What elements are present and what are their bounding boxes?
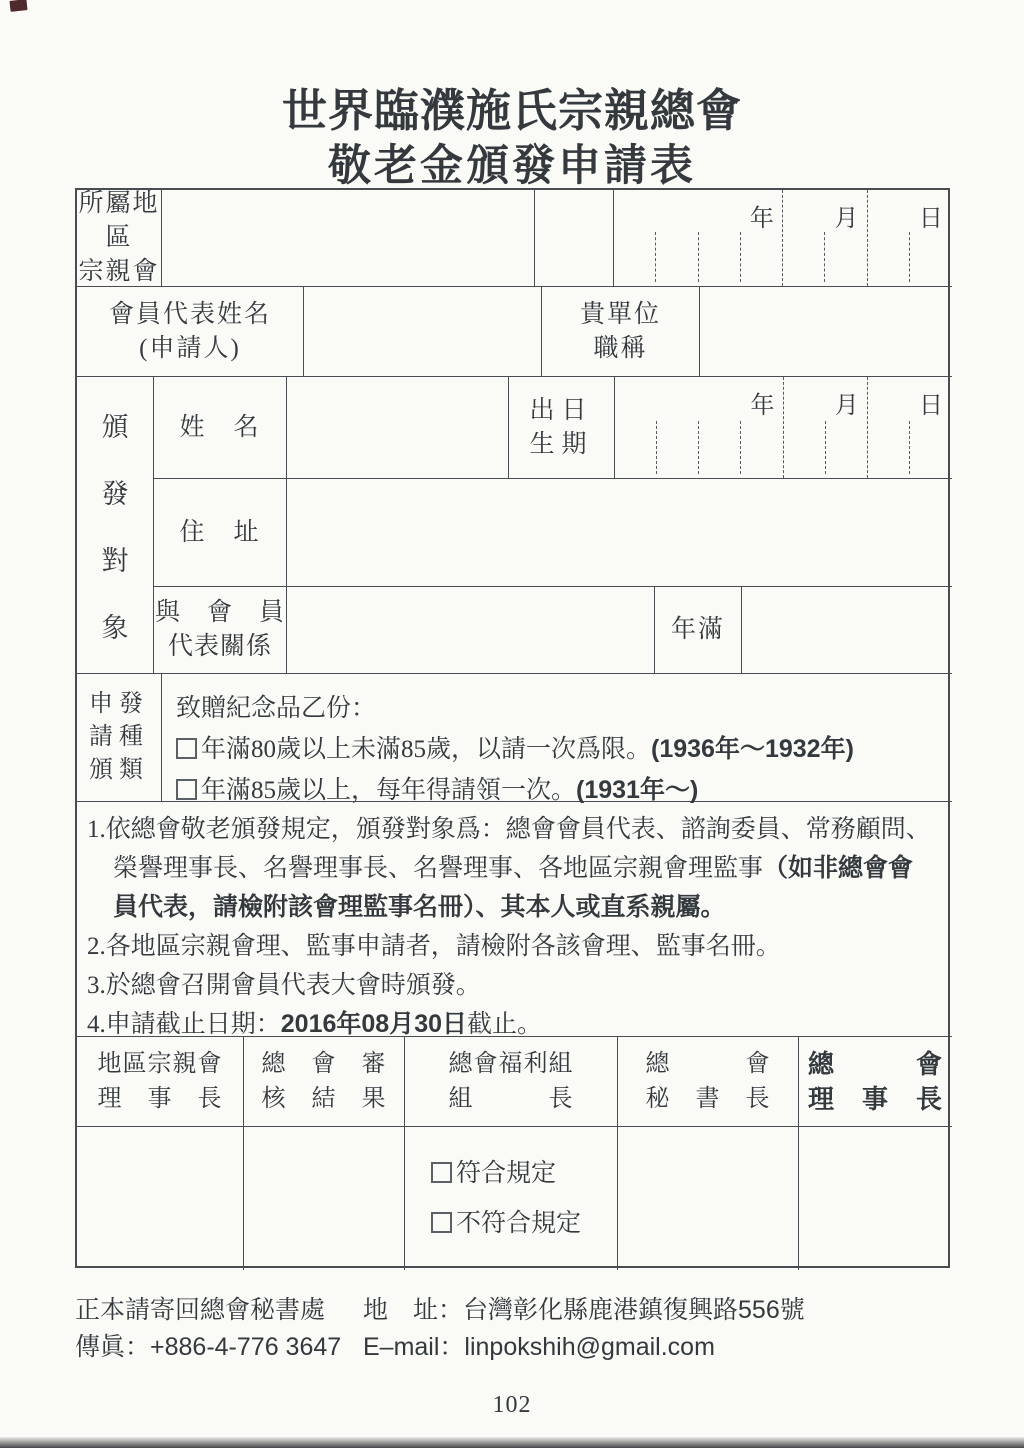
birth-date-label: 出日 生期: [509, 377, 615, 479]
age-label: 年滿: [655, 587, 742, 674]
member-name-input-cell: [304, 287, 542, 377]
empty-checkbox-icon: [176, 738, 197, 759]
not-complies-option: 不符合規定: [431, 1199, 581, 1249]
footer-left-block: [75, 1292, 341, 1366]
form-title-line1: 世界臨濮施氏宗親總會: [281, 86, 742, 136]
date-digit-slot: [825, 190, 867, 286]
date-digit-slot: [615, 377, 657, 478]
date-digit-slot: [699, 190, 741, 286]
secretary-general-header: 總 會 秘 書 長: [618, 1037, 799, 1127]
return-instruction: 正本請寄回總會秘書處: [75, 1297, 326, 1324]
footer-right-block: [363, 1292, 805, 1366]
date-digit-slot: [910, 190, 952, 286]
hq-review-result-header: 總 會 審 核 結 果: [244, 1037, 405, 1127]
application-type-label: 申發 請種 頒類: [77, 674, 162, 802]
address-line: 地 址：台灣彰化縣鹿港鎮復興路556號: [363, 1296, 805, 1324]
member-representative-name-label: 會員代表姓名 (申請人): [77, 287, 304, 377]
year-label: 年: [749, 206, 774, 232]
note-1: 1.依總會敬老頒發規定，頒發對象爲：總會會員代表、諮詢委員、常務顧問、榮譽理事長、名譽理事長、名譽理事、各地區宗親會理監事（如非總會會員代表，請檢附該會理監事名冊）、其本人或直系親屬。: [87, 816, 931, 921]
date-digit-slot: [699, 377, 741, 478]
date-digit-slot: [868, 377, 910, 478]
address-label: 住 址: [154, 479, 287, 587]
date-digit-slot: [910, 377, 952, 478]
scan-edge-artifact: [0, 1437, 1024, 1448]
empty-checkbox-icon: [431, 1162, 452, 1183]
month-label: 月: [834, 206, 859, 232]
empty-checkbox-icon: [431, 1212, 452, 1233]
date-digit-slot: [868, 190, 910, 286]
empty-checkbox-icon: [176, 779, 197, 800]
name-label: 姓 名: [154, 377, 287, 479]
day-label: 日: [918, 393, 943, 419]
note-4: 4.申請截止日期：2016年08月30日截止。: [87, 1010, 543, 1038]
day-label: 日: [918, 206, 943, 232]
date-digit-slot: [826, 377, 868, 478]
region-association-input-cell: [162, 190, 535, 287]
date-digit-slot: [784, 377, 826, 478]
recipient-section-label: 頒 發 對 象: [77, 377, 154, 674]
birth-date-cell: [615, 377, 952, 479]
welfare-group-leader-header: 總會福利組 組 長: [405, 1037, 618, 1127]
district-chairman-signature-cell: [77, 1127, 244, 1270]
region-association-label: 所屬地區 宗親會: [77, 190, 162, 287]
application-form-table: [75, 188, 950, 1268]
date-digit-slot: [741, 190, 783, 286]
souvenir-line: 致贈紀念品乙份：: [176, 695, 377, 722]
relation-input-cell: [287, 587, 655, 674]
hq-chairman-header: 總 會 理 事 長: [799, 1037, 952, 1127]
complies-option: 符合規定: [431, 1149, 556, 1199]
unit-title-label: 貴單位 職稱: [542, 287, 700, 377]
date-digit-slot: [656, 190, 698, 286]
fax-line: 傳眞：+886-4-776 3647: [75, 1333, 342, 1361]
note-2: 2.各地區宗親會理、監事申請者，請檢附各該會理、監事名冊。: [87, 933, 781, 960]
unit-title-input-cell: [700, 287, 952, 377]
email-line: E–mail：linpokshih@gmail.com: [363, 1333, 715, 1361]
date-digit-slot: [657, 377, 699, 478]
date-digit-slot: [783, 190, 825, 286]
page-number: 102: [492, 1392, 532, 1418]
hq-review-result-cell: [244, 1127, 405, 1270]
age-option-85: 年滿85歲以上，每年得請領一次。(1931年～): [176, 770, 698, 811]
form-notes: [77, 802, 952, 1037]
year-label: 年: [750, 393, 775, 419]
form-title-line2: 敬老金頒發申請表: [328, 143, 696, 190]
name-input-cell: [287, 377, 509, 479]
address-input-cell: [287, 479, 952, 587]
date-digit-slot: [614, 190, 656, 286]
age-option-80: 年滿80歲以上未滿85歲，以請一次爲限。(1936年～1932年): [176, 729, 854, 770]
note-3: 3.於總會召開會員代表大會時頒發。: [87, 972, 481, 999]
age-input-cell: [742, 587, 952, 674]
district-chairman-header: 地區宗親會 理 事 長: [77, 1037, 244, 1127]
relation-to-member-label: 與 會 員 代表關係: [154, 587, 287, 674]
region-spacer-cell: [535, 190, 614, 287]
review-checkbox-cell: [405, 1127, 618, 1270]
application-date-cell: [614, 190, 952, 287]
hq-chairman-signature-cell: [799, 1127, 952, 1270]
date-digit-slot: [741, 377, 783, 478]
scan-corner-artifact: [9, 0, 27, 12]
month-label: 月: [834, 393, 859, 419]
secretary-general-signature-cell: [618, 1127, 799, 1270]
application-type-content: [162, 674, 952, 802]
